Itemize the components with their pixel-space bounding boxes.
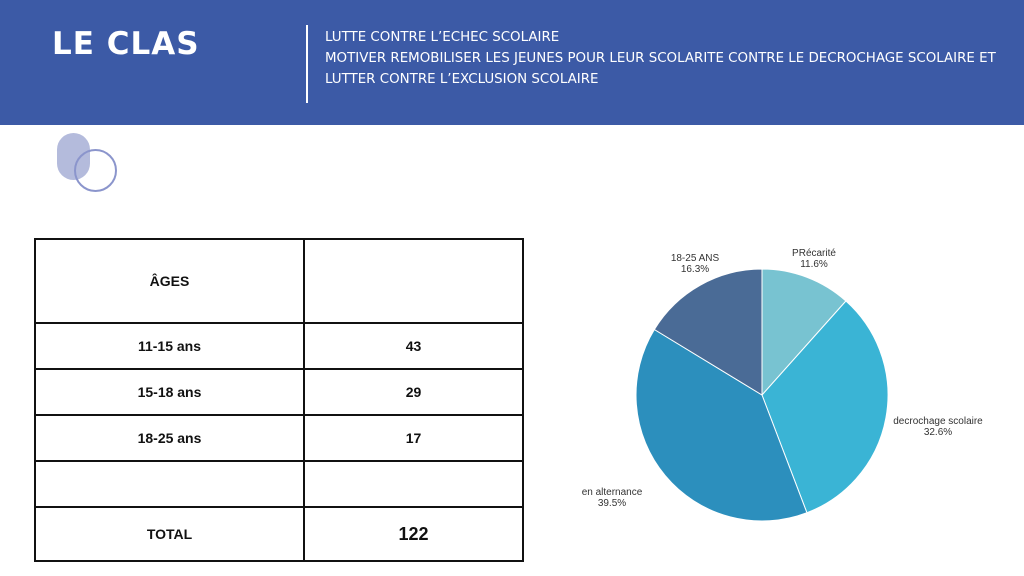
count-cell [304,461,523,507]
subtitle-line-3: LUTTER CONTRE L’EXCLUSION SCOLAIRE [325,72,599,87]
slice-label: 18-25 ANS [670,253,720,264]
age-range-cell: 15-18 ans [35,369,304,415]
age-range-cell [35,461,304,507]
page-title: LE CLAS [52,26,200,62]
age-range-cell: 11-15 ans [35,323,304,369]
count-cell: 29 [304,369,523,415]
ages-table [34,238,524,562]
table-row-empty [35,461,523,507]
table-row [35,415,523,461]
header-banner [0,0,1024,125]
subtitle-line-1: LUTTE CONTRE L’ECHEC SCOLAIRE [325,30,560,45]
count-cell: 17 [304,415,523,461]
table-header-cell [304,239,523,323]
slice-value-label: 32.6% [923,427,953,438]
pie-chart [560,230,1000,530]
table-row [35,323,523,369]
slice-label: PRécarité [792,248,836,259]
slice-label: en alternance [581,487,643,498]
table-row [35,369,523,415]
total-label-cell: TOTAL [35,507,304,561]
subtitle-line-2: MOTIVER REMOBILISER LES JEUNES POUR LEUR SCOLARITE CONTRE LE DECROCHAGE SCOLAIRE ET [325,51,996,66]
slice-value-label: 16.3% [680,264,710,275]
age-range-cell: 18-25 ans [35,415,304,461]
table-total-row [35,507,523,561]
slice-value-label: 39.5% [597,498,627,509]
total-value-cell: 122 [304,507,523,561]
header-divider [306,25,308,103]
slice-value-label: 11.6% [800,259,828,270]
table-header-row [35,239,523,323]
decorative-ring-shape [74,149,117,192]
table-header-cell: ÂGES [35,239,304,323]
slice-label: decrochage scolaire [893,416,983,427]
header-subtitle [325,27,1000,90]
count-cell: 43 [304,323,523,369]
